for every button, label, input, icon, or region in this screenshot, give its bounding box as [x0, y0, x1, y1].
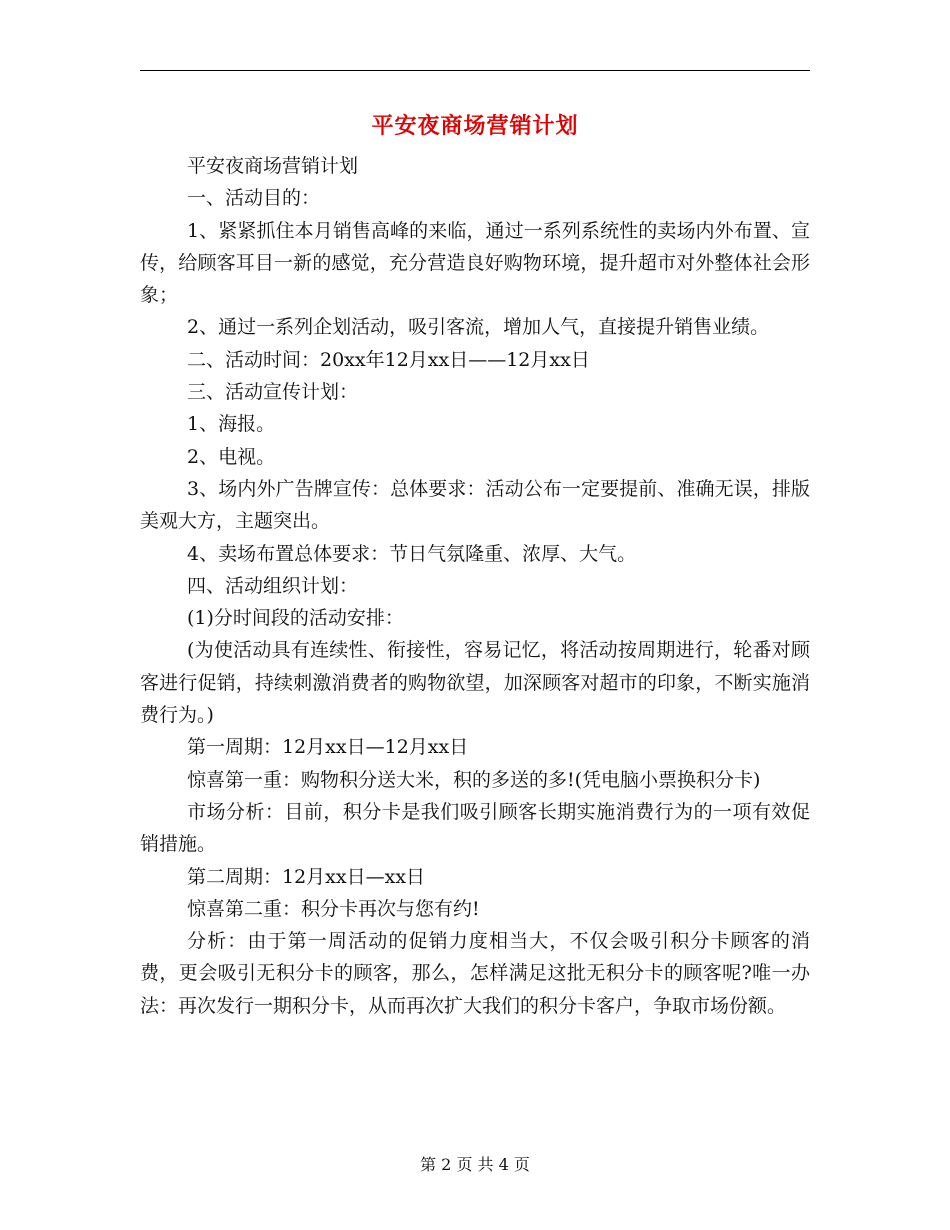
paragraph: 2、通过一系列企划活动，吸引客流，增加人气，直接提升销售业绩。	[187, 316, 770, 339]
document-title: 平安夜商场营销计划	[371, 113, 579, 139]
header-rule	[140, 70, 810, 71]
section-heading-organization: 四、活动组织计划：	[187, 574, 359, 597]
paragraph: (为使活动具有连续性、衔接性，容易记忆，将活动按周期进行，轮番对顾客进行促销，持续刺激消费者的购物欲望，加深顾客对超市的印象，不断实施消费行为。)	[140, 639, 810, 727]
paragraph: 2、电视。	[187, 445, 276, 468]
section-heading-publicity: 三、活动宣传计划：	[187, 381, 359, 404]
paragraph: 第一周期：12月xx日—12月xx日	[187, 736, 469, 759]
paragraph: 1、紧紧抓住本月销售高峰的来临，通过一系列系统性的卖场内外布置、宣传，给顾客耳目一新的感觉，充分营造良好购物环境，提升超市对外整体社会形象；	[140, 219, 810, 307]
paragraph: (1)分时间段的活动安排：	[187, 607, 404, 630]
document-body	[140, 150, 810, 1022]
page-footer: 第 2 页 共 4 页	[420, 1155, 530, 1174]
paragraph: 市场分析：目前，积分卡是我们吸引顾客长期实施消费行为的一项有效促销措施。	[140, 800, 810, 856]
paragraph: 惊喜第一重：购物积分送大米，积的多送的多!(凭电脑小票换积分卡)	[187, 768, 761, 791]
paragraph: 分析：由于第一周活动的促销力度相当大，不仅会吸引积分卡顾客的消费，更会吸引无积分卡的顾客，那么，怎样满足这批无积分卡的顾客呢?唯一办法：再次发行一期积分卡，从而再次扩大我们的积分卡客户，争取市场份额。	[140, 930, 810, 1017]
section-heading-time: 二、活动时间：20xx年12月xx日——12月xx日	[187, 348, 590, 371]
paragraph: 惊喜第二重：积分卡再次与您有约!	[187, 897, 480, 920]
paragraph-subtitle: 平安夜商场营销计划	[187, 155, 359, 177]
paragraph: 1、海报。	[187, 413, 276, 436]
paragraph: 4、卖场布置总体要求：节日气氛隆重、浓厚、大气。	[187, 542, 637, 565]
section-heading-purpose: 一、活动目的：	[187, 187, 321, 210]
paragraph: 3、场内外广告牌宣传：总体要求：活动公布一定要提前、准确无误，排版美观大方，主题突出。	[140, 477, 810, 533]
paragraph: 第二周期：12月xx日—xx日	[187, 865, 426, 888]
